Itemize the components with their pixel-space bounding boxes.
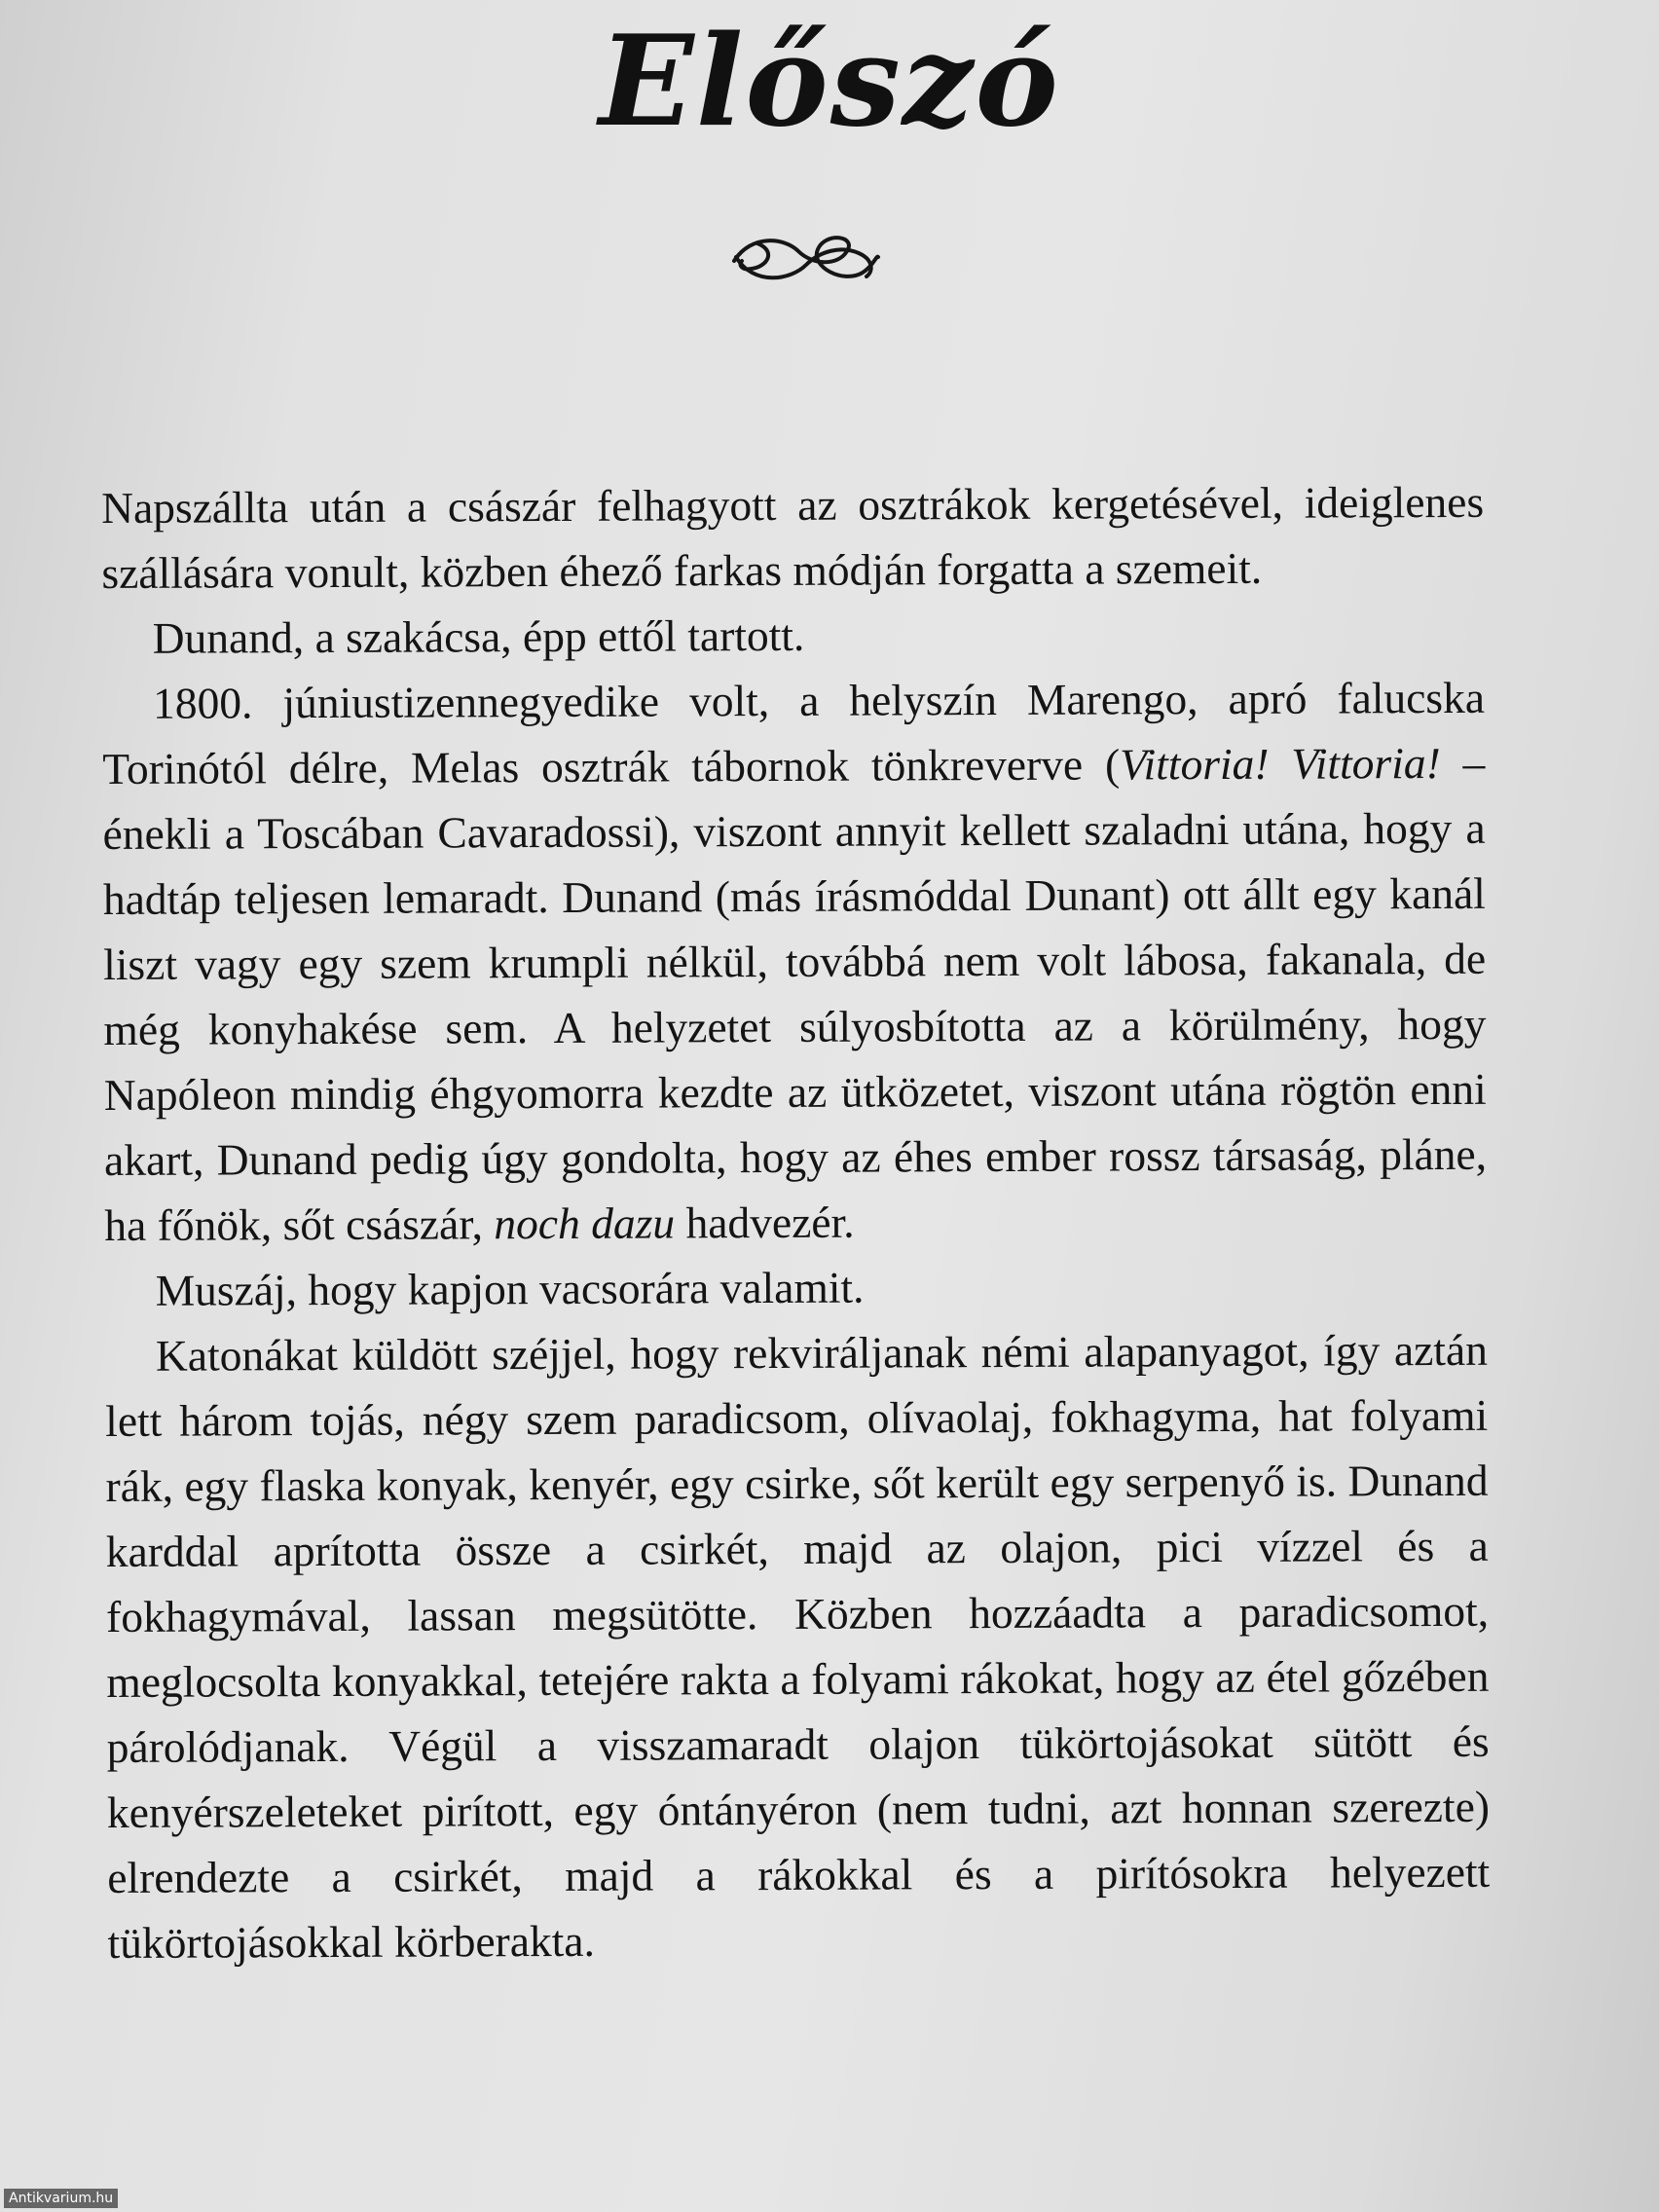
chapter-title: Előszó [599,9,1060,155]
flourish-ornament-icon [728,222,884,296]
paragraph-3 [102,665,1488,1258]
text-segment: Muszáj, hogy kapjon vacsorára valamit. [155,1262,865,1315]
body-text [101,469,1491,1975]
text-segment: Katonákat küldött széjjel, hogy rekviráljanak némi alapanyagot, így aztán lett három tojás, négy szem paradicsom, olívaolaj, fokhagyma, hat folyami rák, egy flaska konyak, kenyér, egy csirke, sőt került egy serpenyő is. Dunand karddal aprította össze a csirkét, majd az olajon, pici vízzel és a fokhagymával, lassan megsütötte. Közben hozzáadta a paradicsomot, meglocsolta konyakkal, tetejére rakta a folyami rákokat, hogy az étel gőzében párolódjanak. Végül a visszamaradt olajon tükörtojásokat sütött és kenyérszeleteket pirított, egy óntányéron (nem tudni, azt honnan szerezte) elrendezte a csirkét, majd a rákokkal és a pirítósokra helyezett tükörtojásokkal körberakta. [105,1324,1491,1968]
text-segment: hadvezér. [675,1197,855,1248]
text-segment: – énekli a Toscában Cavaradossi), viszont annyit kellett szaladni utána, hogy a hadtáp teljesen lemaradt. Dunand (más írásmóddal Dunant) ott állt egy kanál liszt vagy egy szem krumpli nélkül, továbbá nem volt lábosa, fakanala, de még konyhakése sem. A helyzetet súlyosbította az a körülmény, hogy Napóleon mindig éhgyomorra kezdte az ütközetet, viszont utána rögtön enni akart, Dunand pedig úgy gondolta, hogy az éhes ember rossz társaság, pláne, ha főnök, sőt császár, [102,737,1488,1250]
italic-phrase: noch dazu [494,1198,676,1249]
text-segment: 1800. júniustizennegyedike volt, a helyszín Marengo, apró falucska Torinótól délre, Melas osztrák tábornok tönkreverve ( [102,672,1486,793]
paragraph-5 [105,1317,1491,1975]
paragraph-1 [101,469,1485,606]
watermark: Antikvarium.hu [4,2189,118,2208]
italic-phrase: Vittoria! Vittoria! [1120,738,1441,790]
text-segment: Dunand, a szakácsa, épp ettől tartott. [152,609,805,663]
text-segment: Napszállta után a császár felhagyott az osztrákok kergetésével, ideiglenes szállására vonult, közben éhező farkas módján forgatta a szemeit. [101,476,1485,598]
paragraph-2 [102,600,1485,671]
paragraph-4 [105,1252,1488,1323]
